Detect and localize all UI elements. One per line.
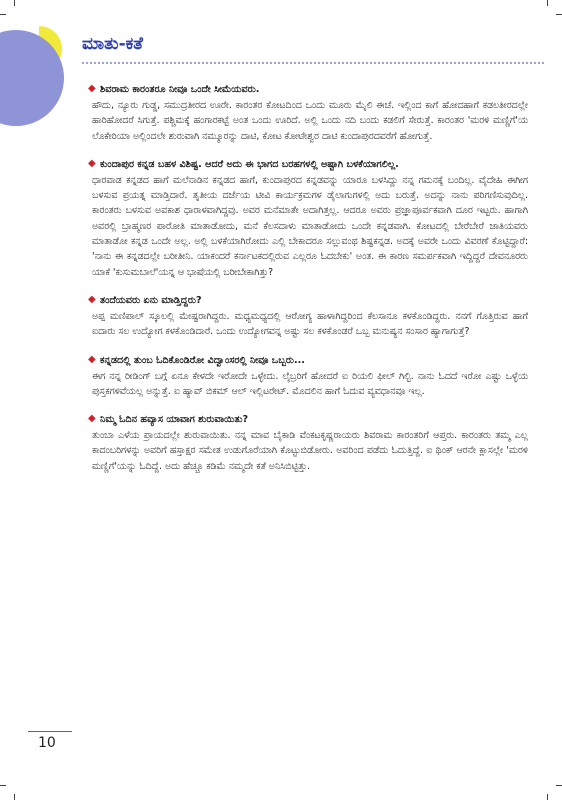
question-text: ಕನ್ನಡದಲ್ಲಿ ತುಂಬ ಓದಿಕೊಂಡಿರೋ ವಿದ್ವಾಂಸರಲ್ಲಿ ನೀವೂ ಒಬ್ಬರು... bbox=[100, 354, 305, 366]
section-title: ಮಾತು-ಕತೆ bbox=[82, 34, 143, 54]
crop-mark bbox=[547, 794, 548, 800]
qa-block bbox=[88, 353, 528, 400]
question-text: ಕುಂದಾಪುರ ಕನ್ನಡ ಬಹಳ ವಿಶಿಷ್ಟ. ಆದರೆ ಅದು ಈ ಭಾಗದ ಬರಹಗಳಲ್ಲಿ ಅಷ್ಟಾಗಿ ಬಳಕೆಯಾಗಲಿಲ್ಲ. bbox=[100, 158, 399, 170]
page-number: 10 bbox=[38, 735, 56, 751]
diamond-bullet-icon: ◆ bbox=[88, 413, 96, 425]
qa-block bbox=[88, 293, 528, 340]
diamond-bullet-icon: ◆ bbox=[88, 157, 96, 169]
answer: ಅಪ್ಪ ಮಣಿಪಾಲ್ ಸ್ಕೂಲಲ್ಲಿ ಮೇಷ್ಟರಾಗಿದ್ದರು. ಮಧ್ಯಮಧ್ಯದಲ್ಲಿ ಆರೋಗ್ಯ ಹಾಳಾಗಿದ್ದರಿಂದ ಕೆಲಸಾನೂ ಕಳಕೊಂಡಿದ್ದರು. ನನಗೆ ಗೊತ್ತಿರುವ ಹಾಗೆ ಐದಾರು ಸಲ ಉದ್ಯೋಗ ಕಳಕೊಂಡಿದಾರೆ. ಒಂದು ಉದ್ಯೋಗವನ್ನ ಅಷ್ಟು ಸಲ ಕಳಕೊಂಡರೆ ಒಬ್ಬ ಮನುಷ್ಯನ ಸಂಸಾರ ಹ್ಯಾಗಾಗುತ್ತೆ? bbox=[92, 310, 528, 338]
crop-mark bbox=[547, 0, 548, 6]
crop-mark bbox=[14, 0, 15, 6]
qa-block bbox=[88, 82, 528, 144]
diamond-bullet-icon: ◆ bbox=[88, 353, 96, 365]
answer: ಹೌದು, ನ್ಯೂರು ಗುಡ್ಡ, ಸಮುದ್ರತೀರದ ಊರೇ. ಕಾರಂತರ ಕೋಟದಿಂದ ಒಂದು ಮೂರು ಮೈಲಿ ಈಚೆ. ಇಲ್ಲಿಂದ ಕಾಗೆ ಹೋದಹಾಗೆ ಕಡಲತೀರದಲ್ಲೇ ಹಾರಿಹೋದರೆ ಸಿಗುತ್ತೆ. ಪಶ್ಚಿಮಕ್ಕೆ ಹಂಗಾರಕಟ್ಟೆ ಅಂತ ಒಂದು ಊರಿದೆ. ಅಲ್ಲಿ ಒಂದು ನದಿ ಬಂದು ಕಡಲಿಗೆ ಸೇರುತ್ತೆ. ಕಾರಂತರ 'ಮರಳಿ ಮಣ್ಣಿಗೆ'ಯ ಲೊಕೇರಿಯಾ ಅಲ್ಲಿಂದಲೇ ಶುರುವಾಗಿ ನಮ್ಮೂರನ್ನು ದಾಟಿ, ಕೋಟ ಕೋಟೇಶ್ವರ ದಾಟಿ ಕುಂದಾಪುರದವರೆಗೆ ಹೋಗುತ್ತೆ. bbox=[92, 100, 528, 142]
crop-mark bbox=[14, 794, 15, 800]
crop-mark bbox=[556, 14, 562, 15]
answer: ತುಂಬಾ ಎಳೆಯ ಪ್ರಾಯದಲ್ಲೇ ಶುರುವಾಯಿತು. ನನ್ನ ಮಾವ ಬೈಕಾಡಿ ವೆಂಕಟಕೃಷ್ಣರಾಯರು ಶಿವರಾಮ ಕಾರಂತರಿಗೆ ಆಪ್ತರು. ಕಾರಂತರು ತಮ್ಮ ಎಲ್ಲ ಕಾದಂಬರಿಗಳನ್ನು ಅವರಿಗೆ ಹಸ್ತಾಕ್ಷರ ಸಮೇತ ಉಡುಗೊರೆಯಾಗಿ ಕೊಟ್ಟುಬಿಡೋರು. ಅವರಿಂದ ಪಡೆದು ಓದುತ್ತಿದ್ದೆ. ಐ ಥಿಂಕ್ ಆರನೇ ಕ್ಲಾಸಲ್ಲೇ 'ಮರಳಿ ಮಣ್ಣಿಗೆ'ಯನ್ನು ಓದಿದ್ದೆ. ಅದು ಹೆಚ್ಚೂ ಕಡಿಮೆ ನಮ್ಮದೇ ಕತೆ ಅನಿಸಿಬಿಟ್ಟಿತ್ತು. bbox=[92, 430, 528, 472]
crop-mark bbox=[556, 785, 562, 786]
qa-block bbox=[88, 157, 528, 280]
footer-rule bbox=[28, 731, 72, 732]
question-text: ಶಿವರಾಮ ಕಾರಂತರೂ ನೀವೂ ಒಂದೇ ಸೀಮೆಯವರು. bbox=[100, 84, 260, 95]
question bbox=[88, 412, 528, 427]
question bbox=[88, 82, 528, 97]
question-text: ನಿಮ್ಮ ಓದಿನ ಹವ್ಯಾಸ ಯಾವಾಗ ಶುರುವಾಯಿತು? bbox=[100, 414, 249, 426]
question bbox=[88, 353, 528, 368]
answer: ಧಾರವಾಡ ಕನ್ನಡದ ಹಾಗೆ ಮಲೆನಾಡಿನ ಕನ್ನಡದ ಹಾಗೆ, ಕುಂದಾಪುರದ ಕನ್ನಡವನ್ನು ಯಾರೂ ಬಳಸಿದ್ದು ನನ್ನ ಗಮನಕ್ಕೆ ಬಂದಿಲ್ಲ. ವೈದೇಹಿ ಈಗೀಗ ಬಳಸುವ ಪ್ರಯತ್ನ ಮಾಡ್ತಿದಾರೆ. ತೃತೀಯ ದರ್ಜೆಯ ಟೀವಿ ಕಾರ್ಯಕ್ರಮಗಳ ಡೈಲಾಗುಗಳಲ್ಲಿ ಅದು ಬರುತ್ತೆ. ಅದನ್ನು ನಾನು ಪರಿಗಣಿಸುವುದಿಲ್ಲ. ಕಾರಂತರು ಬಳಸುವ ಅವಕಾಶ ಧಾರಾಳವಾಗಿದ್ದವು. ಅವರ ಮನೆಮಾತೇ ಅದಾಗಿತ್ತಲ್ಲ. ಆದರೂ ಅವರು ಪ್ರಜ್ಞಾಪೂರ್ವಕವಾಗಿ ದೂರ ಇಟ್ಟರು. ಹಾಗಾಗಿ ಅವರಲ್ಲಿ ಬ್ರಾಹ್ಮಣರ ಪಾರೋತಿ ಮಾತಾಡೋದು, ಮನೆ ಕೆಲಸದಾಳು ಮಾತಾಡೋದು ಒಂದೇ ಕನ್ನಡವಾಗಿ. ಕೋಟದಲ್ಲಿ ಬೇರೆಬೇರೆ ಜಾತಿಯವರು ಮಾತಾಡೋ ಕನ್ನಡ ಒಂದೇ ಅಲ್ಲ. ಅಲ್ಲಿ ಬಳಕೆಯಾಗಿರೋದು ಎಲ್ಲಿ ಬೇಕಾದರೂ ಸಲ್ಲುವಂಥ ಶಿಷ್ಟಕನ್ನಡ. ಅದಕ್ಕೆ ಅವರೇ ಒಂದು ವಿವರಣೆ ಕೊಟ್ಟಿದ್ದಾರೆ: 'ನಾನು ಈ ಕನ್ನಡದಲ್ಲೇ ಬರೀತೀನಿ. ಯಾಕಂದರೆ ಕರ್ನಾಟಕದಲ್ಲಿರುವ ಎಲ್ಲರೂ ಓದಬೇಕು' ಅಂತ. ಈ ಕಾರಣ ಸಮರ್ಪಕವಾಗಿ ಇದ್ದಿದ್ದರೆ ದೇವನೂರರು ಯಾಕೆ 'ಕುಸುಮಬಾಲೆ'ಯನ್ನ ಆ ಭಾಷೆಯಲ್ಲಿ ಬರೀಬೇಕಾಗಿತ್ತು? bbox=[92, 174, 528, 278]
answer: ಈಗ ನನ್ನ ರೀಡಿಂಗ್ ಬಗ್ಗೆ ಏನೂ ಕೇಳದೇ ಇರೋದೇ ಒಳ್ಳೇದು. ಲೈಬ್ರರಿಗೆ ಹೋದರೆ ಐ ರಿಯಲಿ ಫೀಲ್ ಗಿಲ್ಟಿ. ನಾನು ಓದದೆ ಇರೋ ಎಷ್ಟು ಒಳ್ಳೆಯ ಪುಸ್ತಕಗಳಿವೆಯಲ್ಲ ಅನ್ನುತ್ತೆ. ಐ ಹ್ಯಾವ್ ಬಿಕಮ್ ಆಲ್ ಇಲ್ಲಿಟರೇಟ್. ಮೊದಲಿನ ಹಾಗೆ ಓದುವ ವ್ಯವಧಾನವೂ ಇಲ್ಲ. bbox=[92, 370, 528, 397]
question-text: ತಂದೆಯವರು ಏನು ಮಾಡ್ತಿದ್ದರು? bbox=[100, 294, 202, 306]
crop-mark bbox=[0, 14, 6, 15]
header-dotted-rule bbox=[82, 62, 544, 64]
question bbox=[88, 293, 528, 308]
diamond-bullet-icon: ◆ bbox=[88, 83, 96, 94]
diamond-bullet-icon: ◆ bbox=[88, 293, 96, 305]
question bbox=[88, 157, 528, 172]
crop-mark bbox=[0, 785, 6, 786]
qa-block bbox=[88, 412, 528, 474]
interview-content bbox=[88, 82, 528, 487]
